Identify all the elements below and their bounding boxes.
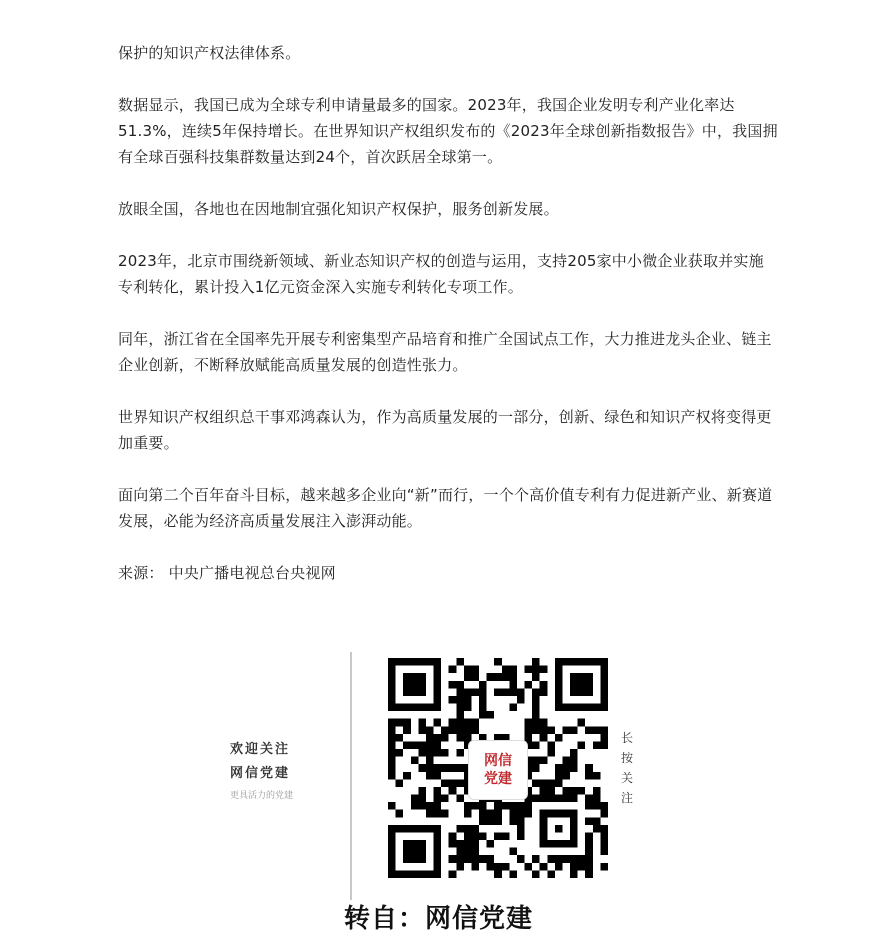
- qr-center-logo: [468, 740, 528, 800]
- paragraph: 2023年，北京市围绕新领域、新业态知识产权的创造与运用，支持205家中小微企业获取并实施专利转化，累计投入1亿元资金深入实施专利转化专项工作。: [118, 252, 764, 296]
- paragraph: 同年，浙江省在全国率先开展专利密集型产品培育和推广全国试点工作，大力推进龙头企业、链主企业创新，不断释放赋能高质量发展的创造性张力。: [118, 330, 772, 374]
- article-body: [118, 40, 778, 612]
- welcome-block: [230, 738, 340, 801]
- long-press-hint: [618, 728, 636, 808]
- hint-char: 长: [620, 731, 633, 745]
- repost-credit: 转自：网信党建: [343, 904, 533, 934]
- account-name: 网信党建: [230, 766, 291, 781]
- paragraph: 面向第二个百年奋斗目标，越来越多企业向“新”而行，一个个高价值专利有力促进新产业、新赛道发展，必能为经济高质量发展注入澎湃动能。: [118, 486, 773, 530]
- paragraph: 数据显示，我国已成为全球专利申请量最多的国家。2023年，我国企业发明专利产业化率达51.3%，连续5年保持增长。在世界知识产权组织发布的《2023年全球创新指数报告》中，我国拥有全球百强科技集群数量达到24个，首次跃居全球第一。: [118, 96, 778, 166]
- hint-char: 关: [620, 771, 633, 785]
- divider: [350, 652, 352, 900]
- hint-char: 按: [620, 751, 633, 765]
- source-line: 来源： 中央广播电视总台央视网: [118, 564, 336, 582]
- logo-text: 党建: [484, 771, 512, 787]
- paragraph: 保护的知识产权法律体系。: [118, 44, 301, 62]
- paragraph: 世界知识产权组织总干事邓鸿森认为，作为高质量发展的一部分，创新、绿色和知识产权将变得更加重要。: [118, 408, 772, 452]
- slogan: 更具活力的党建: [230, 791, 294, 801]
- follow-card: [0, 650, 877, 940]
- logo-text: 网信: [484, 753, 512, 769]
- welcome-text: 欢迎关注: [230, 742, 291, 757]
- paragraph: 放眼全国，各地也在因地制宜强化知识产权保护，服务创新发展。: [118, 200, 559, 218]
- hint-char: 注: [620, 791, 633, 805]
